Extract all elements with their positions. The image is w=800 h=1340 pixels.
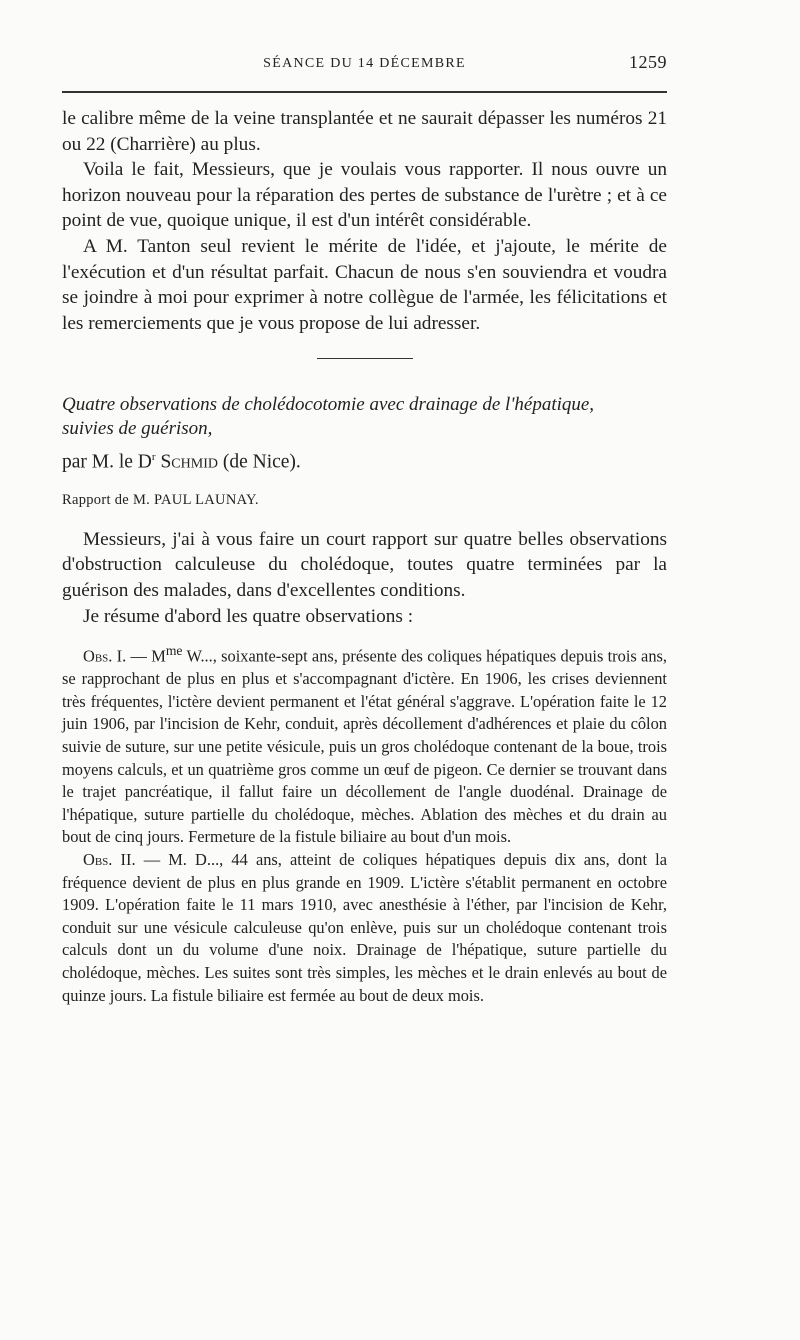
running-head — [62, 48, 667, 76]
paragraph: le calibre même de la veine transplantée et ne saurait dépasser les numéros 21 ou 22 (Charrière) au plus. — [62, 108, 667, 155]
observation-text: — M. D..., 44 ans, atteint de coliques hépatiques depuis dix ans, dont la fréquence devient de plus en plus grande en 1909. L'ictère s'établit permanent en octobre 1909. L'opération faite le 11 mars 1910, avec anesthésie à l'éther, par l'incision de Kehr, conduit sur une vésicule calculeuse qu'on enlève, puis sur un cholédoque contenant trois calculs dont un du volume d'une noix. Drainage de l'hépatique, suture partielle du cholédoque, mèches. Les suites sont très simples, les mèches et le drain enlevés au bout de quinze jours. La fistule biliaire est fermée au bout de deux mois. — [62, 850, 667, 1005]
observation-2 — [62, 849, 667, 1007]
paragraph: Voila le fait, Messieurs, que je voulais vous rapporter. Il nous ouvre un horizon nouveau pour la réparation des pertes de substance de l'urètre ; et à ce point de vue, quoique unique, il est d'un intérêt considérable. — [62, 159, 667, 232]
observation-patient-sup: me — [165, 643, 183, 659]
observation-1 — [62, 640, 667, 849]
observation-label: Obs. II. — [83, 850, 136, 870]
observation-label: Obs. I. — [83, 646, 127, 666]
author-name: Schmid — [160, 451, 218, 473]
paragraph: Messieurs, j'ai à vous faire un court rapport sur quatre belles observations d'obstruction calculeuse du cholédoque, toutes quatre terminées par la guérison des malades, dans d'excellentes conditions. — [62, 528, 667, 602]
paragraph: Je résume d'abord les quatre observations : — [83, 605, 414, 627]
report-attribution: Rapport de M. PAUL LAUNAY. — [62, 491, 259, 508]
observation-patient-prefix: — M — [126, 646, 166, 666]
header-rule — [62, 91, 667, 93]
book-page — [62, 48, 667, 1005]
article-title-line-2: suivies de guérison, — [62, 418, 213, 440]
section-separator — [317, 358, 413, 359]
byline-prefix: par M. le D — [62, 451, 152, 473]
intro — [62, 527, 667, 629]
page-number: 1259 — [629, 52, 667, 72]
paragraph: A M. Tanton seul revient le mérite de l'idée, et j'ajoute, le mérite de l'exécution et d'un résultat parfait. Chacun de nous s'en souviendra et voudra se joindre à moi pour exprimer à notre collègue de l'armée, les félicitations et les remerciements que je vous propose de lui adresser. — [62, 235, 667, 334]
observations — [62, 640, 667, 1007]
observation-text: W..., soixante-sept ans, présente des coliques hépatiques depuis trois ans, se rapprochant de plus en plus et s'accompagnant d'ictère. En 1906, les crises deviennent très fréquentes, l'ictère devient permanent et l'état général s'aggrave. L'opération faite le 12 juin 1906, par l'incision de Kehr, conduit, après décollement d'adhérences et plaie du côlon suivie de suture, sur une petite vésicule, puis un gros cholédoque contenant de la boue, trois moyens calculs, et un quatrième gros comme un œuf de pigeon. Ce dernier se trouvant dans le trajet pancréatique, il fallut faire un décollement de l'angle duodénal. Drainage de l'hépatique, suture partielle du cholédoque, mèches. Ablation des mèches et du drain au bout de cinq jours. Fermeture de la fistule biliaire au bout d'un mois. — [62, 646, 667, 847]
article-title-line-1: Quatre observations de cholédocotomie avec drainage de l'hépatique, — [62, 394, 595, 416]
page-body — [62, 106, 667, 1007]
byline-sup: r — [151, 451, 156, 464]
article-byline — [62, 451, 667, 474]
running-head-title: SÉANCE DU 14 DÉCEMBRE — [263, 56, 466, 71]
byline-suffix: (de Nice). — [217, 451, 301, 473]
